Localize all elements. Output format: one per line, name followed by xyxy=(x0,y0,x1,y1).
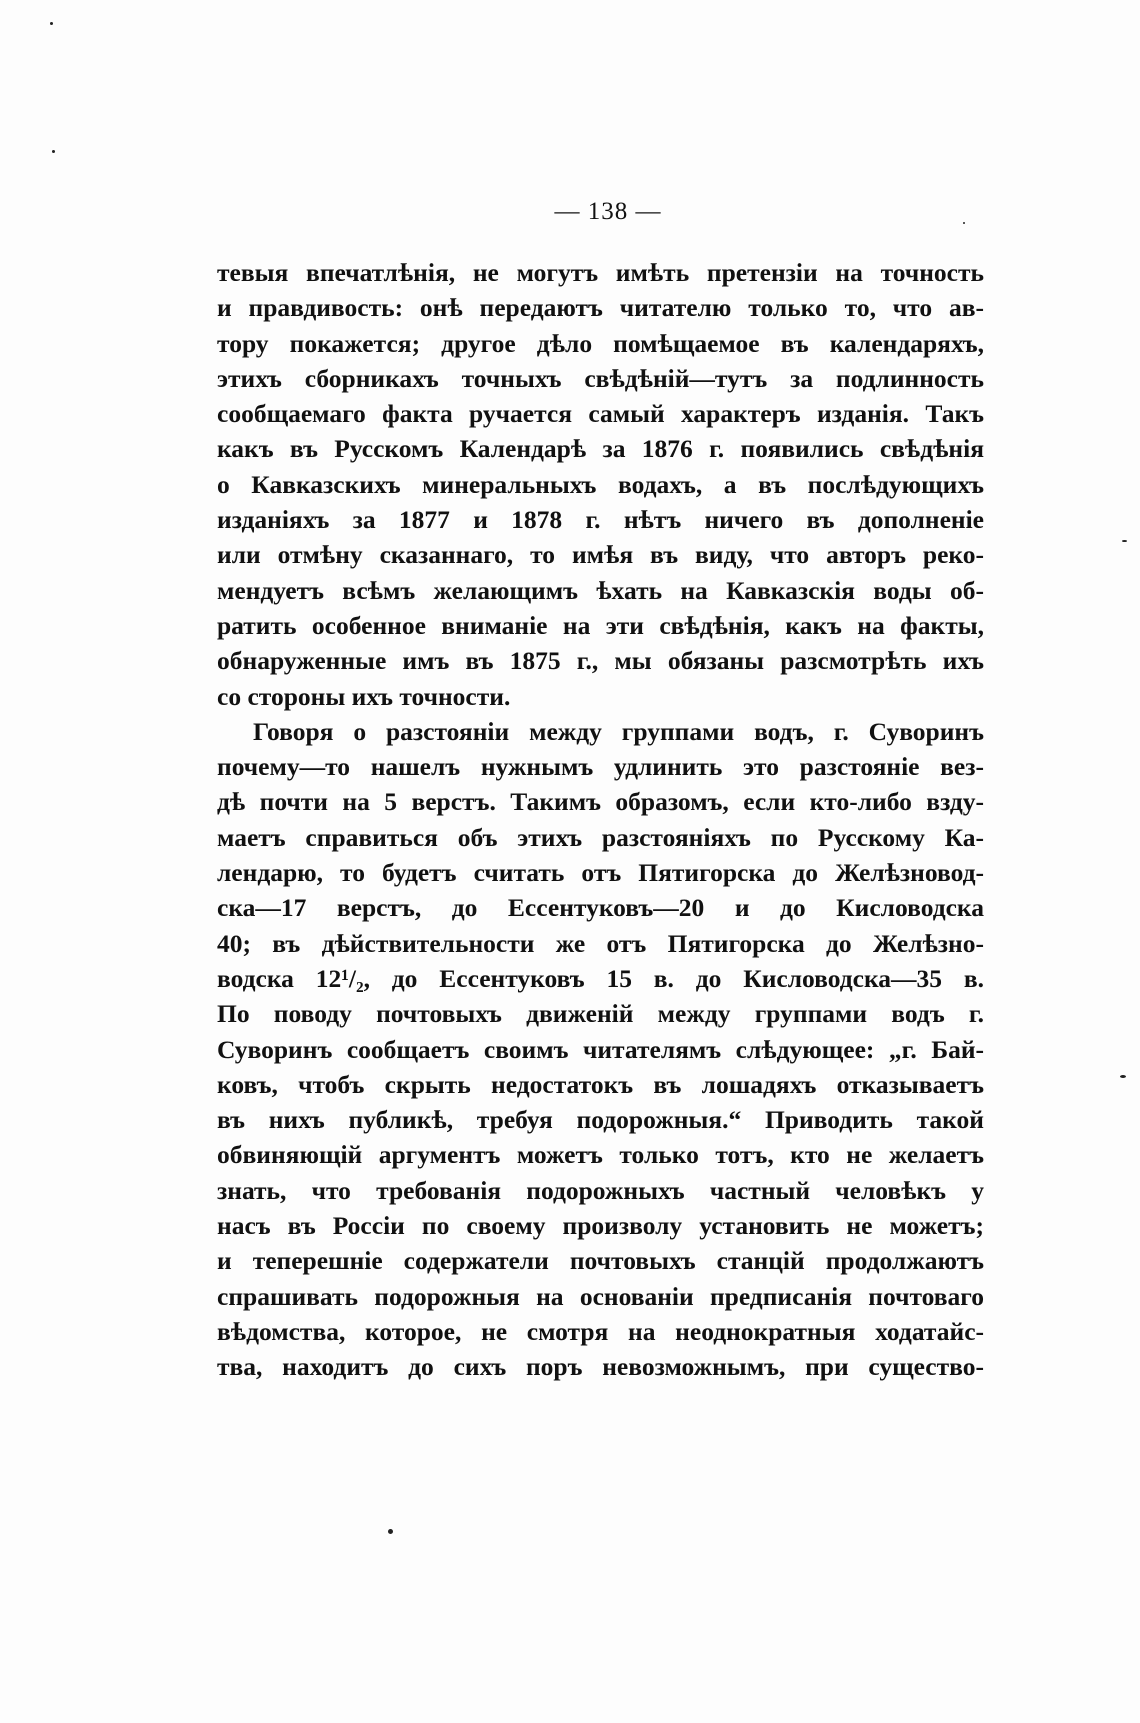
text-line: этихъ сборникахъ точныхъ свѣдѣній—тутъ за подлинность xyxy=(217,363,984,393)
text-line: спрашивать подорожныя на основаніи предписанія почтоваго xyxy=(217,1281,984,1311)
text-line: дѣ почти на 5 верстъ. Такимъ образомъ, если кто-либо взду- xyxy=(217,787,984,817)
scan-speck xyxy=(963,222,965,224)
text-line: изданіяхъ за 1877 и 1878 г. нѣтъ ничего въ дополненіе xyxy=(217,505,984,535)
text-line: въ нихъ публикѣ, требуя подорожныя.“ Приводить такой xyxy=(217,1105,984,1135)
text-line: мендуетъ всѣмъ желающимъ ѣхать на Кавказскія воды об- xyxy=(217,575,984,605)
text-line: знать, что требованія подорожныхъ частный человѣкъ у xyxy=(217,1175,984,1205)
text-line: о Кавказскихъ минеральныхъ водахъ, а въ послѣдующихъ xyxy=(217,469,984,499)
text-line: почему—то нашелъ нужнымъ удлинить это разстояніе вез- xyxy=(217,752,984,782)
text-line: Суворинъ сообщаетъ своимъ читателямъ слѣдующее: „г. Бай- xyxy=(217,1034,984,1064)
text-line: со стороны ихъ точности. xyxy=(217,681,511,711)
text-line: Говоря о разстояніи между группами водъ, г. Суворинъ xyxy=(253,716,984,746)
text-line: ска—17 верстъ, до Ессентуковъ—20 и до Кисловодска xyxy=(217,893,984,923)
page-number: — 138 — xyxy=(554,198,662,225)
scan-speck xyxy=(1120,1075,1126,1078)
text-line: обнаруженные имъ въ 1875 г., мы обязаны разсмотрѣть ихъ xyxy=(217,646,984,676)
text-line: или отмѣну сказаннаго, то имѣя въ виду, что авторъ реко- xyxy=(217,540,984,570)
text-line: насъ въ Россіи по своему произволу установить не можетъ; xyxy=(217,1211,984,1241)
scan-speck xyxy=(50,22,53,25)
text-line: вѣдомства, которое, не смотря на неоднократныя ходатайс- xyxy=(217,1316,984,1346)
text-line: и теперешніе содержатели почтовыхъ станцій продолжаютъ xyxy=(217,1246,984,1276)
text-line: ковъ, чтобъ скрыть недостатокъ въ лошадяхъ отказываетъ xyxy=(217,1069,984,1099)
text-line: 40; въ дѣйствительности же отъ Пятигорска до Желѣзно- xyxy=(217,928,984,958)
text-line: тевыя впечатлѣнія, не могутъ имѣть претензіи на точность xyxy=(217,258,984,287)
text-line: тору покажется; другое дѣло помѣщаемое въ календаряхъ, xyxy=(217,328,984,358)
text-line: какъ въ Русскомъ Календарѣ за 1876 г. появились свѣдѣнія xyxy=(217,434,984,464)
text-line: лендарю, то будетъ считать отъ Пятигорска до Желѣзновод- xyxy=(217,858,984,888)
scan-speck xyxy=(388,1529,393,1534)
scan-speck xyxy=(1122,540,1127,542)
text-line: маетъ справиться объ этихъ разстояніяхъ по Русскому Ка- xyxy=(217,822,984,852)
text-line: ратить особенное вниманіе на эти свѣдѣнія, какъ на факты, xyxy=(217,610,984,640)
text-line: По поводу почтовыхъ движеній между группами водъ г. xyxy=(217,999,984,1029)
text-line: обвиняющій аргументъ можетъ только тотъ, кто не желаетъ xyxy=(217,1140,984,1170)
text-line: и правдивость: онѣ передаютъ читателю только то, что ав- xyxy=(217,293,984,323)
text-line: тва, находитъ до сихъ поръ невозможнымъ, при существо- xyxy=(217,1352,984,1382)
text-line: сообщаемаго факта ручается самый характеръ изданія. Такъ xyxy=(217,399,984,429)
scan-speck xyxy=(52,150,55,153)
body-text xyxy=(217,255,984,1385)
text-line: водска 12¹/₂, до Ессентуковъ 15 в. до Кисловодска—35 в. xyxy=(217,963,984,993)
